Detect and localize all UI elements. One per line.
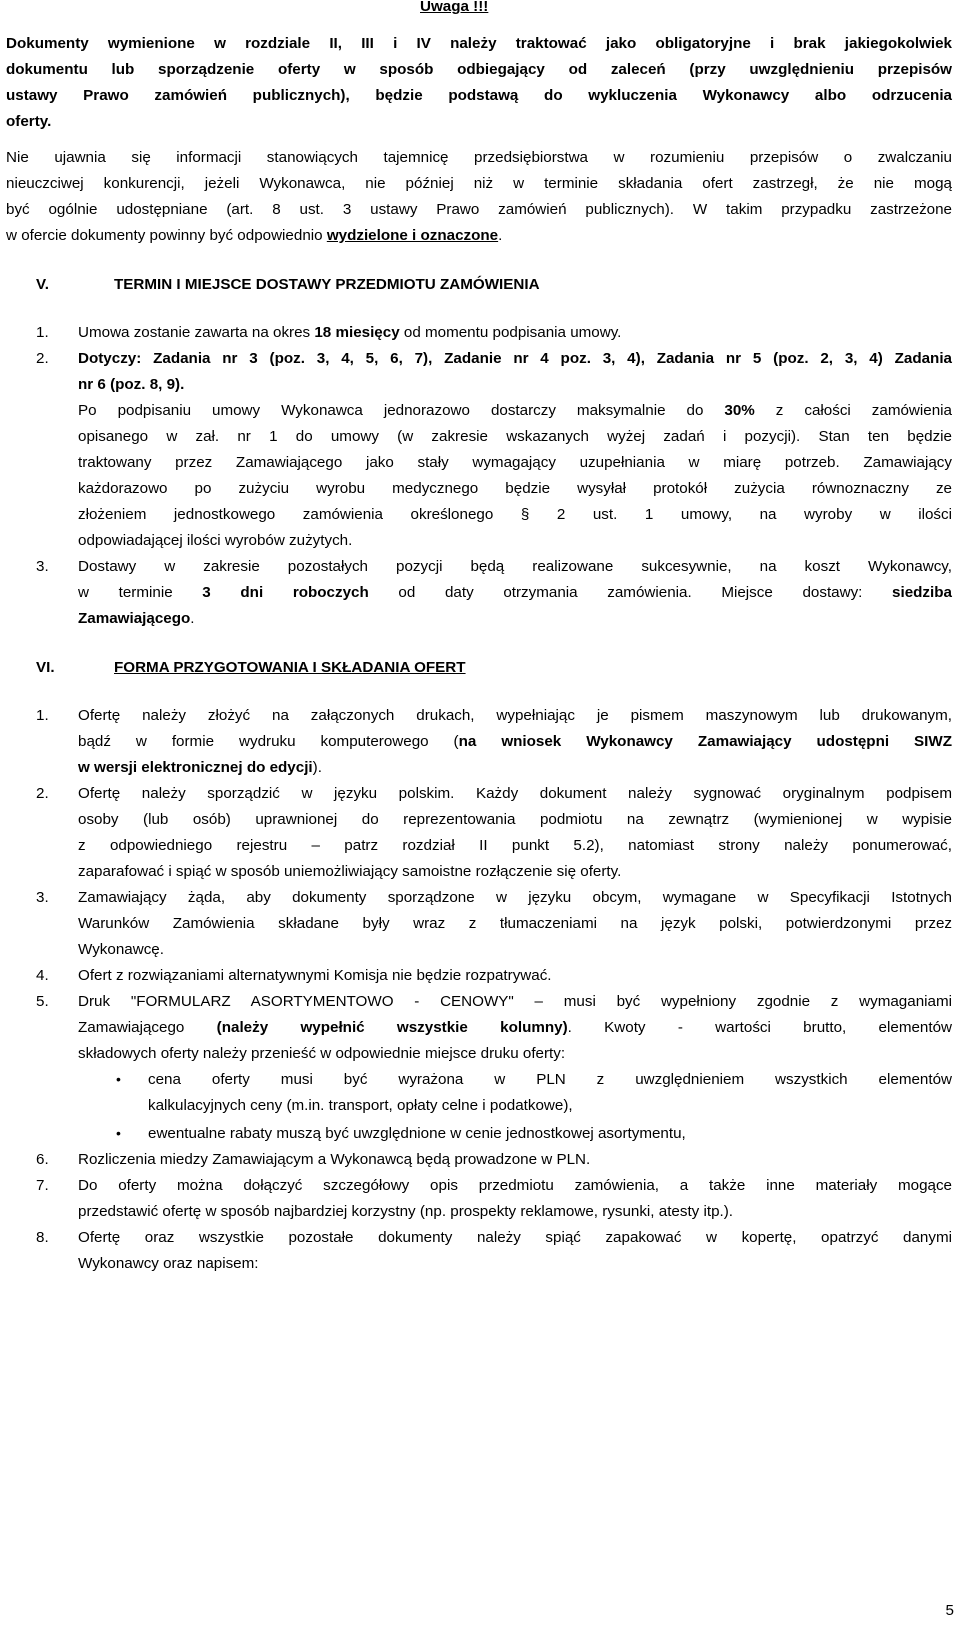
- item-number: 1.: [36, 324, 49, 341]
- item-text-bold: Zamawiającego: [78, 610, 191, 627]
- item-line: [78, 398, 952, 424]
- item-line: z odpowiedniego rejestru – patrz rozdział II punkt 5.2), natomiast strony należy ponumerować,: [78, 837, 952, 854]
- item-line: opisanego w zał. nr 1 do umowy (w zakresie wskazanych wyżej zadań i pozycji). Stan ten będzie: [78, 428, 952, 445]
- item-text-part: . Kwoty - wartości brutto, elementów: [567, 1019, 952, 1036]
- item-line: Warunków Zamówienia składane były wraz z tłumaczeniami na język polski, potwierdzonymi przez: [78, 915, 952, 932]
- item-text-part: od momentu podpisania umowy.: [399, 324, 622, 341]
- item-number: 1.: [36, 707, 49, 724]
- item-number: 8.: [36, 1229, 49, 1246]
- secret-last-line: [6, 223, 952, 249]
- item-line: odpowiadającej ilości wyrobów zużytych.: [78, 532, 353, 549]
- item-line: Ofertę oraz wszystkie pozostałe dokumenty należy spiąć zapakować w kopertę, opatrzyć danymi: [78, 1229, 952, 1246]
- item-line: Ofertę należy sporządzić w języku polskim. Każdy dokument należy sygnować oryginalnym podpisem: [78, 785, 952, 802]
- item-number: 2.: [36, 785, 49, 802]
- item-text: [78, 320, 952, 346]
- item-bold-line: nr 6 (poz. 8, 9).: [78, 376, 185, 393]
- item-bold-line: Dotyczy: Zadania nr 3 (poz. 3, 4, 5, 6, 7), Zadanie nr 4 poz. 3, 4), Zadania nr 5 (poz. 2, 3, 4) Zadania: [78, 350, 952, 367]
- item-line: [78, 580, 952, 606]
- item-text-bold: w wersji elektronicznej do edycji: [78, 759, 313, 776]
- section-title: FORMA PRZYGOTOWANIA I SKŁADANIA OFERT: [114, 659, 466, 676]
- item-line: [78, 606, 952, 632]
- item-text-part: .: [190, 610, 195, 627]
- item-line: Wykonawcy oraz napisem:: [78, 1255, 259, 1272]
- item-text-bold: 3 dni roboczych: [202, 584, 369, 601]
- item-line: składowych oferty należy przenieść w odpowiednie miejsce druku oferty:: [78, 1045, 566, 1062]
- item-line: Ofert z rozwiązaniami alternatywnymi Komisja nie będzie rozpatrywać.: [78, 967, 552, 984]
- item-text-part: w terminie: [78, 584, 203, 601]
- item-line: każdorazowo po zużyciu wyrobu medycznego będzie wysyłał protokół zużycia równoznaczny ze: [78, 480, 952, 497]
- item-text-part: Zamawiającego: [78, 1019, 217, 1036]
- secret-text: w ofercie dokumenty powinny być odpowiednio: [6, 227, 327, 244]
- item-text-bold: (należy wypełnić wszystkie kolumny): [216, 1019, 568, 1036]
- item-line: złożeniem jednostkowego zamówienia określonego § 2 ust. 1 umowy, na wyroby w ilości: [78, 506, 952, 523]
- item-number: 4.: [36, 967, 49, 984]
- bullet-line: kalkulacyjnych ceny (m.in. transport, opłaty celne i podatkowe),: [148, 1097, 573, 1114]
- bullet-icon: •: [116, 1071, 121, 1087]
- item-text-part: Po podpisaniu umowy Wykonawca jednorazowo dostarczy maksymalnie do: [78, 402, 725, 419]
- warning-title: Uwaga !!!: [420, 0, 489, 15]
- item-text-bold: 30%: [724, 402, 755, 419]
- warning-line: ustawy Prawo zamówień publicznych), będzie podstawą do wykluczenia Wykonawcy albo odrzucenia: [6, 87, 952, 104]
- item-text-bold: na wniosek Wykonawcy Zamawiający udostępni SIWZ: [458, 733, 953, 750]
- warning-line: oferty.: [6, 113, 52, 130]
- item-line: osoby (lub osób) uprawnionej do reprezentowania podmiotu na zewnątrz (wymienionej w wypisie: [78, 811, 952, 828]
- section-number: VI.: [36, 659, 55, 676]
- secret-period: .: [498, 227, 503, 244]
- item-number: 6.: [36, 1151, 49, 1168]
- bullet-icon: •: [116, 1125, 121, 1141]
- item-line: Rozliczenia miedzy Zamawiającym a Wykonawcą będą prowadzone w PLN.: [78, 1151, 591, 1168]
- item-text-part: Umowa zostanie zawarta na okres: [78, 324, 315, 341]
- bullet-line: ewentualne rabaty muszą być uwzględnione w cenie jednostkowej asortymentu,: [148, 1125, 686, 1142]
- item-line: Do oferty można dołączyć szczegółowy opis przedmiotu zamówienia, a także inne materiały mogące: [78, 1177, 952, 1194]
- secret-line: Nie ujawnia się informacji stanowiących tajemnicę przedsiębiorstwa w rozumieniu przepisów o zwalczaniu: [6, 149, 952, 166]
- secret-line: nieuczciwej konkurencji, jeżeli Wykonawca, nie później niż w terminie składania ofert zastrzegł, że nie mogą: [6, 175, 952, 192]
- item-line: zaparafować i spiąć w sposób uniemożliwiający samoistne rozłączenie się oferty.: [78, 863, 622, 880]
- bullet-line: cena oferty musi być wyrażona w PLN z uwzględnieniem wszystkich elementów: [148, 1071, 952, 1088]
- item-number: 3.: [36, 889, 49, 906]
- section-title: TERMIN I MIEJSCE DOSTAWY PRZEDMIOTU ZAMÓWIENIA: [114, 276, 540, 293]
- item-text-part: z całości zamówienia: [754, 402, 952, 419]
- warning-line: Dokumenty wymienione w rozdziale II, III i IV należy traktować jako obligatoryjne i brak jakiegokolwiek: [6, 35, 952, 52]
- item-text-part: bądź w formie wydruku komputerowego (: [78, 733, 459, 750]
- item-line: Dostawy w zakresie pozostałych pozycji będą realizowane sukcesywnie, na koszt Wykonawcy,: [78, 558, 952, 575]
- item-line: [78, 729, 952, 755]
- item-text-part: od daty otrzymania zamówienia. Miejsce dostawy:: [368, 584, 893, 601]
- item-line: przedstawić ofertę w sposób najbardziej korzystny (np. prospekty reklamowe, rysunki, atesty itp.).: [78, 1203, 734, 1220]
- item-line: traktowany przez Zamawiającego jako stały wymagający uzupełniania w miarę potrzeb. Zamawiający: [78, 454, 952, 471]
- item-text-part: ).: [312, 759, 322, 776]
- item-line: Ofertę należy złożyć na załączonych drukach, wypełniając je pismem maszynowym lub drukowanym,: [78, 707, 952, 724]
- item-line: Wykonawcę.: [78, 941, 164, 958]
- item-line: [78, 1015, 952, 1041]
- item-number: 2.: [36, 350, 49, 367]
- item-text-bold: 18 miesięcy: [314, 324, 400, 341]
- warning-line: dokumentu lub sporządzenie oferty w sposób odbiegający od zaleceń (przy uwzględnieniu przepisów: [6, 61, 952, 78]
- item-number: 7.: [36, 1177, 49, 1194]
- page-number: 5: [945, 1602, 954, 1619]
- secret-line: być ogólnie udostępniane (art. 8 ust. 3 ustawy Prawo zamówień publicznych). W takim przypadku zastrzeżone: [6, 201, 952, 218]
- item-text-bold: siedziba: [892, 584, 952, 601]
- item-line: [78, 755, 952, 781]
- section-number: V.: [36, 276, 49, 293]
- secret-emphasis: wydzielone i oznaczone: [326, 227, 499, 244]
- item-line: Druk "FORMULARZ ASORTYMENTOWO - CENOWY" – musi być wypełniony zgodnie z wymaganiami: [78, 993, 952, 1010]
- item-number: 5.: [36, 993, 49, 1010]
- item-line: Zamawiający żąda, aby dokumenty sporządzone w języku obcym, wymagane w Specyfikacji Istotnych: [78, 889, 952, 906]
- item-number: 3.: [36, 558, 49, 575]
